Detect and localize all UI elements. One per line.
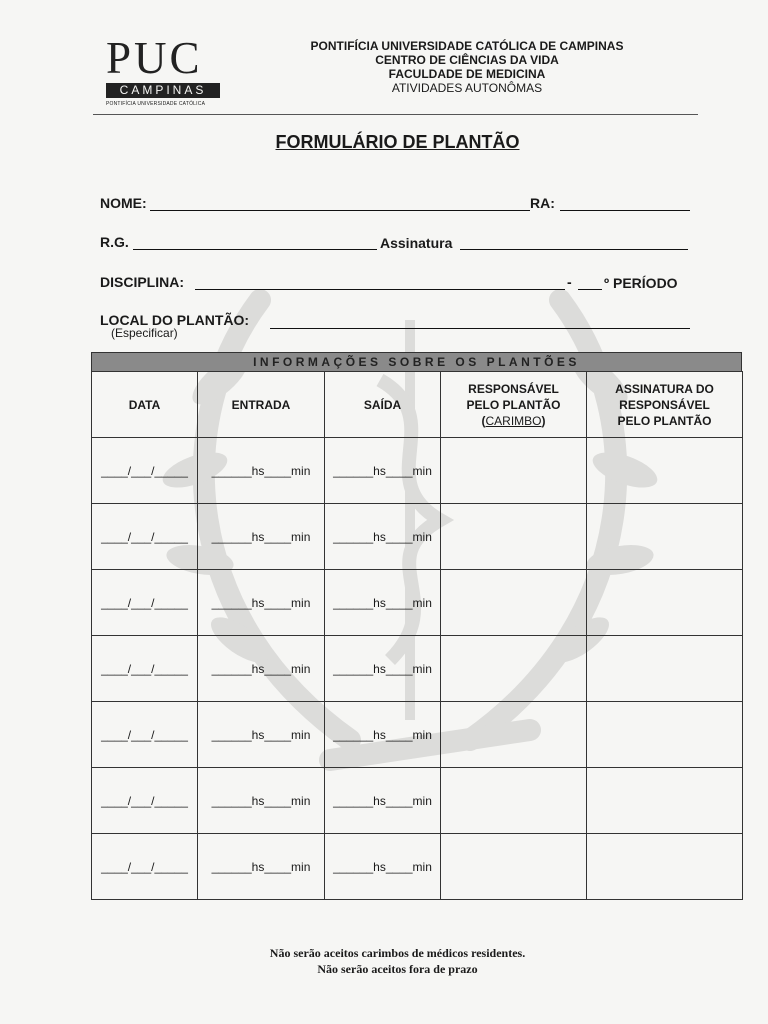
table-row — [92, 504, 743, 570]
cell-carimbo[interactable] — [441, 768, 587, 834]
cell-entrada[interactable]: ______hs____min — [198, 570, 325, 636]
cell-carimbo[interactable] — [441, 636, 587, 702]
cell-entrada[interactable]: ______hs____min — [198, 438, 325, 504]
label-rg: R.G. — [100, 234, 129, 250]
cell-entrada[interactable]: ______hs____min — [198, 504, 325, 570]
cell-carimbo[interactable] — [441, 570, 587, 636]
cell-assinatura[interactable] — [587, 570, 743, 636]
footer-line-1: Não serão aceitos carimbos de médicos residentes. — [269, 946, 526, 960]
input-line-periodo[interactable] — [578, 289, 602, 290]
header-line-4: ATIVIDADES AUTONÔMAS — [391, 81, 543, 95]
logo-puc: PUC — [106, 33, 203, 83]
label-periodo: º PERÍODO — [604, 275, 678, 291]
cell-carimbo[interactable] — [441, 834, 587, 900]
input-line-ra[interactable] — [560, 210, 690, 211]
table-row — [92, 438, 743, 504]
cell-saida[interactable]: ______hs____min — [325, 702, 441, 768]
col-entrada — [198, 372, 325, 438]
label-disciplina: DISCIPLINA: — [100, 274, 184, 290]
header-line-1: PONTIFÍCIA UNIVERSIDADE CATÓLICA DE CAMPINAS — [310, 39, 624, 53]
form-title: FORMULÁRIO DE PLANTÃO — [275, 132, 520, 152]
cell-date[interactable]: ____/___/_____ — [92, 702, 198, 768]
table-body — [92, 438, 743, 900]
university-logo — [106, 33, 220, 107]
cell-entrada[interactable]: ______hs____min — [198, 702, 325, 768]
logo-subtitle: PONTIFÍCIA UNIVERSIDADE CATÓLICA — [106, 101, 206, 107]
col-resp-line-3: (CARIMBO) — [481, 413, 546, 428]
cell-carimbo[interactable] — [441, 504, 587, 570]
table-banner: INFORMAÇÕES SOBRE OS PLANTÕES — [91, 352, 742, 371]
cell-date[interactable]: ____/___/_____ — [92, 438, 198, 504]
cell-entrada[interactable]: ______hs____min — [198, 834, 325, 900]
cell-carimbo[interactable] — [441, 438, 587, 504]
col-resp-line-2: PELO PLANTÃO — [466, 397, 561, 412]
footer-notes — [0, 945, 768, 977]
col-ass-line-2: RESPONSÁVEL — [619, 397, 710, 412]
input-line-nome[interactable] — [150, 210, 530, 211]
cell-saida[interactable]: ______hs____min — [325, 438, 441, 504]
cell-date[interactable]: ____/___/_____ — [92, 768, 198, 834]
col-saida-label: SAÍDA — [363, 397, 402, 412]
cell-date[interactable]: ____/___/_____ — [92, 504, 198, 570]
cell-saida[interactable]: ______hs____min — [325, 834, 441, 900]
label-especificar: (Especificar) — [111, 326, 178, 340]
header-divider — [93, 114, 698, 115]
institution-header — [262, 39, 672, 95]
col-ass-line-1: ASSINATURA DO — [615, 381, 714, 396]
label-nome: NOME: — [100, 195, 147, 211]
col-entrada-label: ENTRADA — [231, 397, 291, 412]
input-line-assinatura[interactable] — [460, 249, 688, 250]
col-assinatura — [587, 372, 743, 438]
cell-entrada[interactable]: ______hs____min — [198, 768, 325, 834]
input-line-disciplina[interactable] — [195, 289, 565, 290]
cell-saida[interactable]: ______hs____min — [325, 504, 441, 570]
cell-date[interactable]: ____/___/_____ — [92, 636, 198, 702]
col-ass-line-3: PELO PLANTÃO — [617, 413, 712, 428]
periodo-separator: - — [567, 274, 572, 290]
cell-saida[interactable]: ______hs____min — [325, 570, 441, 636]
cell-assinatura[interactable] — [587, 834, 743, 900]
cell-date[interactable]: ____/___/_____ — [92, 834, 198, 900]
cell-date[interactable]: ____/___/_____ — [92, 570, 198, 636]
cell-saida[interactable]: ______hs____min — [325, 768, 441, 834]
cell-assinatura[interactable] — [587, 768, 743, 834]
footer-line-2: Não serão aceitos fora de prazo — [317, 962, 478, 976]
input-line-local[interactable] — [270, 328, 690, 329]
col-data — [92, 372, 198, 438]
table-row — [92, 570, 743, 636]
logo-campinas: CAMPINAS — [106, 83, 220, 98]
cell-assinatura[interactable] — [587, 636, 743, 702]
col-data-label: DATA — [128, 397, 161, 412]
cell-carimbo[interactable] — [441, 702, 587, 768]
table-row — [92, 636, 743, 702]
input-line-rg[interactable] — [133, 249, 377, 250]
table-row — [92, 768, 743, 834]
cell-saida[interactable]: ______hs____min — [325, 636, 441, 702]
header-line-3: FACULDADE DE MEDICINA — [388, 67, 546, 81]
shifts-table — [91, 352, 742, 900]
cell-assinatura[interactable] — [587, 504, 743, 570]
table-row — [92, 834, 743, 900]
cell-assinatura[interactable] — [587, 702, 743, 768]
col-resp-carimbo: CARIMBO — [485, 413, 542, 428]
table-header-row — [92, 372, 743, 438]
label-local: LOCAL DO PLANTÃO: — [100, 312, 250, 328]
col-resp-line-1: RESPONSÁVEL — [468, 381, 559, 396]
table-row — [92, 702, 743, 768]
label-assinatura: Assinatura — [380, 235, 453, 251]
cell-assinatura[interactable] — [587, 438, 743, 504]
cell-entrada[interactable]: ______hs____min — [198, 636, 325, 702]
label-ra: RA: — [530, 195, 555, 211]
col-saida — [325, 372, 441, 438]
col-responsavel — [441, 372, 587, 438]
header-line-2: CENTRO DE CIÊNCIAS DA VIDA — [375, 53, 559, 67]
